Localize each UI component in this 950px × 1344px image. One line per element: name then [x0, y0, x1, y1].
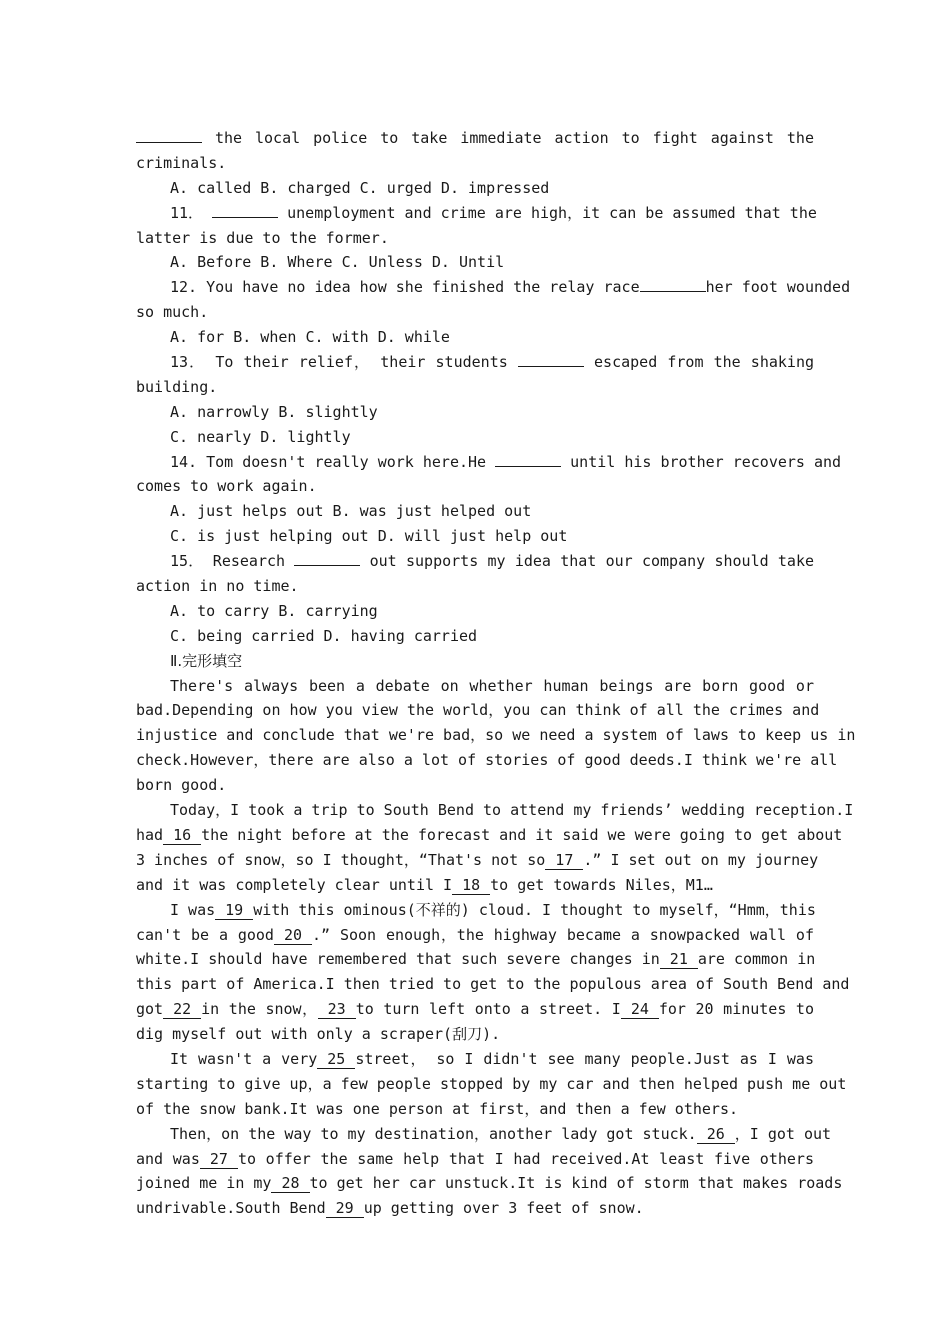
q12-blank: [640, 291, 706, 292]
blank-19: 19: [215, 902, 253, 920]
passage-line: 3 inches of snow，so I thought，“That's not so 17 .” I set out on my journey: [136, 850, 819, 869]
q10-options: A. called B. charged C. urged D. impressed: [170, 178, 550, 197]
section-title: Ⅱ.完形填空: [170, 651, 243, 670]
blank-18: 18: [452, 877, 490, 895]
q11-line2: latter is due to the former.: [136, 228, 389, 247]
document-page: [136, 126, 856, 1221]
q12-line1: 12. You have no idea how she finished the relay race her foot wounded: [170, 278, 851, 297]
q12-options: A. for B. when C. with D. while: [170, 328, 450, 347]
q14-options-1: A. just helps out B. was just helped out: [170, 502, 532, 521]
q14-options-2: C. is just helping out D. will just help out: [170, 527, 568, 546]
blank-28: 28: [271, 1175, 309, 1193]
passage-line: starting to give up，a few people stopped by my car and then helped push me out: [136, 1074, 847, 1093]
q15-blank: [294, 565, 360, 566]
passage-line: born good.: [136, 776, 227, 795]
blank-16: 16: [163, 827, 201, 845]
q15-options-1: A. to carry B. carrying: [170, 601, 378, 620]
q15-options-2: C. being carried D. having carried: [170, 626, 478, 645]
q11-options: A. Before B. Where C. Unless D. Until: [170, 253, 505, 272]
passage-line: joined me in my 28 to get her car unstuck.It is kind of storm that makes roads: [136, 1174, 843, 1193]
blank-22: 22: [163, 1001, 201, 1019]
passage-line: and it was completely clear until I 18 to get towards Niles，M1…: [136, 875, 713, 894]
passage-line: had 16 the night before at the forecast and it said we were going to get about: [136, 825, 843, 844]
passage-line: white.I should have remembered that such severe changes in 21 are common in: [136, 950, 816, 969]
blank-17: 17: [545, 852, 583, 870]
blank-25: 25: [317, 1051, 355, 1069]
blank-27: 27: [200, 1151, 238, 1169]
q15-line1: 15． Research out supports my idea that our company should take: [170, 552, 815, 571]
passage-line: can't be a good 20 .” Soon enough，the highway became a snowpacked wall of: [136, 925, 814, 944]
blank-26: 26: [697, 1126, 735, 1144]
q11-line1: 11． unemployment and crime are high，it can be assumed that the: [170, 203, 817, 222]
q10-line2: criminals.: [136, 153, 227, 172]
passage-line: injustice and conclude that we're bad，so we need a system of laws to keep us in: [136, 726, 856, 745]
blank-21: 21: [660, 951, 698, 969]
blank-29: 29: [326, 1200, 364, 1218]
passage-line: bad.Depending on how you view the world，you can think of all the crimes and: [136, 701, 820, 720]
q10-line1: the local police to take immediate action to fight against the: [136, 126, 814, 151]
passage-line: undrivable.South Bend 29 up getting over 3 feet of snow.: [136, 1199, 644, 1218]
passage-line: dig myself out with only a scraper(刮刀).: [136, 1025, 501, 1044]
passage-line: It wasn't a very 25 street， so I didn't see many people.Just as I was: [170, 1049, 814, 1068]
passage-line: got 22 in the snow， 23 to turn left onto a street. I 24 for 20 minutes to: [136, 1000, 814, 1019]
passage-line: this part of America.I then tried to get to the populous area of South Bend and: [136, 975, 850, 994]
q13-options-1: A. narrowly B. slightly: [170, 402, 378, 421]
blank-20: 20: [274, 927, 312, 945]
q14-line2: comes to work again.: [136, 477, 317, 496]
passage-line: Then，on the way to my destination，another lady got stuck. 26 ，I got out: [170, 1124, 832, 1143]
q13-line2: building.: [136, 377, 218, 396]
passage-line: and was 27 to offer the same help that I had received.At least five others: [136, 1149, 814, 1168]
q12-line2: so much.: [136, 303, 209, 322]
q14-line1: 14. Tom doesn't really work here.He until his brother recovers and: [170, 452, 842, 471]
passage-line: check.However，there are also a lot of stories of good deeds.I think we're all: [136, 751, 838, 770]
passage-line: I was 19 with this ominous(不祥的) cloud. I thought to myself，“Hmm，this: [170, 900, 816, 919]
q15-line2: action in no time.: [136, 577, 299, 596]
q13-options-2: C. nearly D. lightly: [170, 427, 351, 446]
q11-blank: [212, 217, 278, 218]
passage-line: Today，I took a trip to South Bend to attend my friends’ wedding reception.I: [170, 801, 854, 820]
q10-blank: [136, 142, 202, 143]
q14-blank: [495, 466, 561, 467]
q13-blank: [518, 366, 584, 367]
blank-24: 24: [621, 1001, 659, 1019]
passage-line: of the snow bank.It was one person at first，and then a few others.: [136, 1099, 738, 1118]
blank-23: 23: [318, 1001, 356, 1019]
q13-line1: 13． To their relief， their students escaped from the shaking: [170, 353, 815, 372]
passage-line: There's always been a debate on whether human beings are born good or: [170, 676, 814, 695]
